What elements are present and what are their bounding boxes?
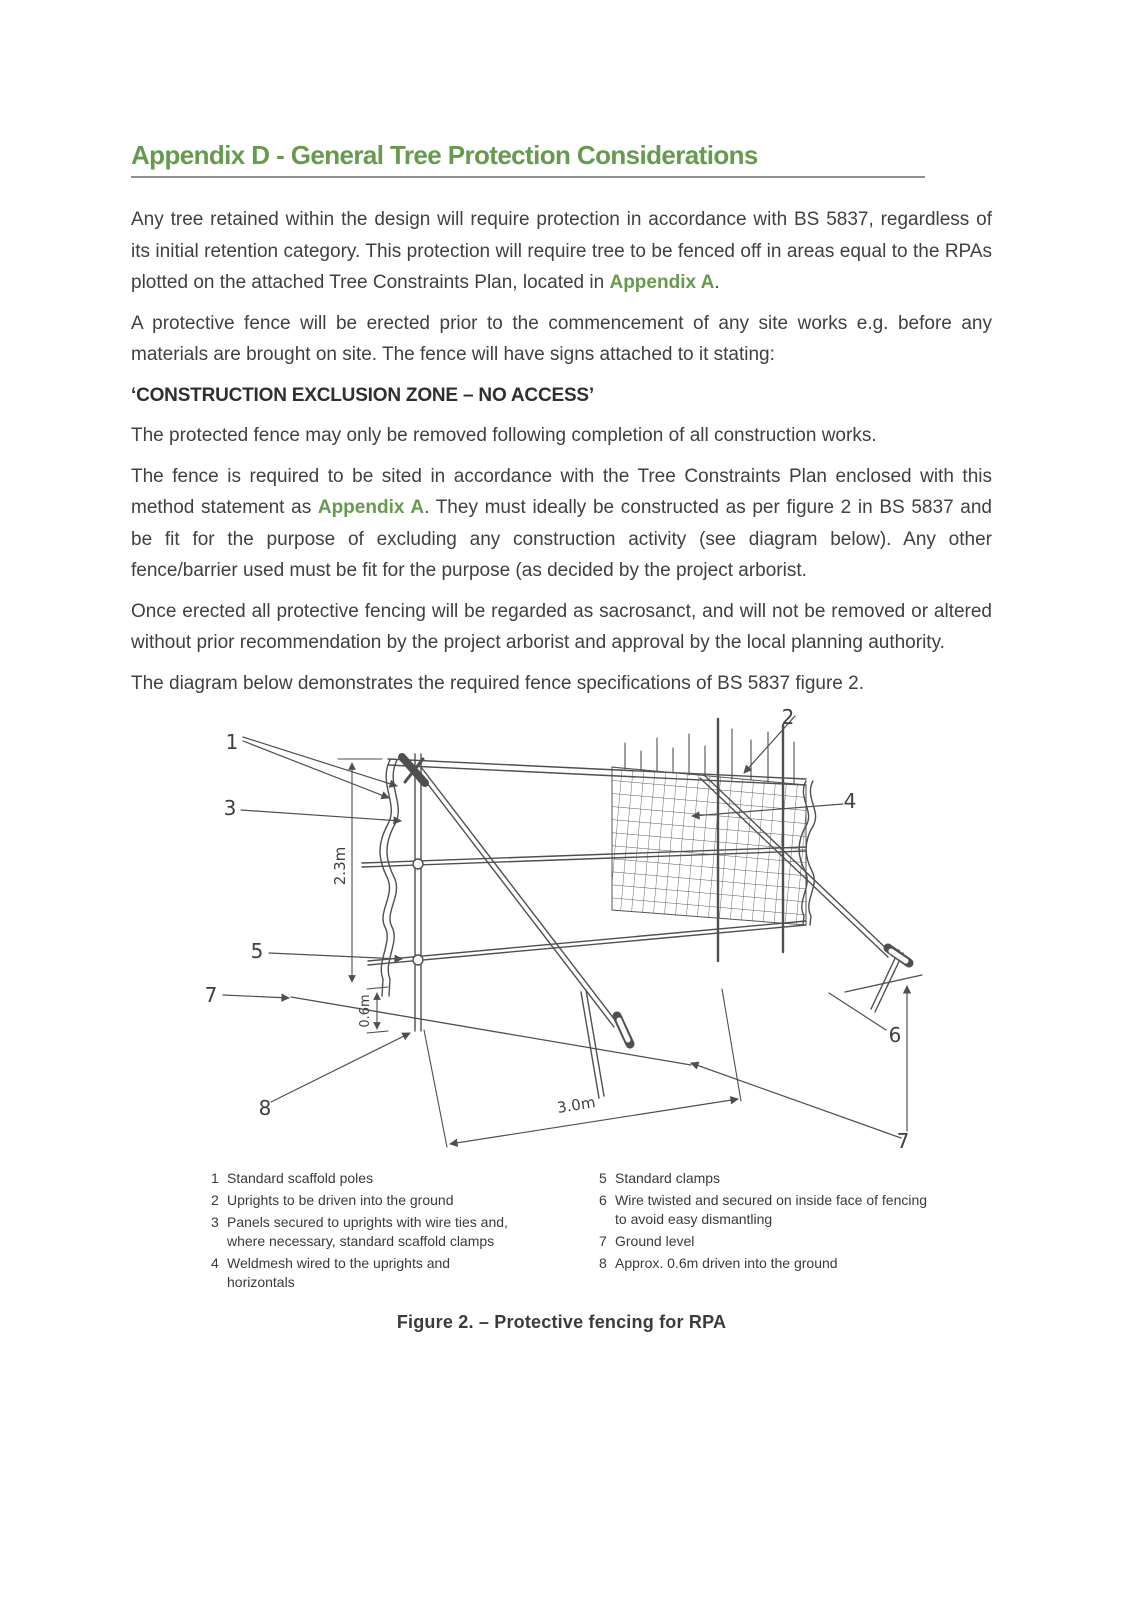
legend-text: Panels secured to uprights with wire ties and, where necessary, standard scaffold clamps [227,1214,508,1249]
legend-text: Weldmesh wired to the uprights and horizontals [227,1255,451,1290]
figure-2 [131,699,992,1333]
callout-labels [205,705,910,1153]
legend-item [599,1191,939,1229]
legend-number: 3 [211,1214,219,1230]
title-rule [131,176,925,178]
legend-text: Wire twisted and secured on inside face of fencing to avoid easy dismantling [615,1192,928,1227]
legend-number: 4 [211,1255,219,1271]
figure-legend [131,1164,992,1295]
dim-extension-line [722,989,741,1101]
legend-number: 6 [599,1192,607,1208]
left-diagonal-brace [417,767,618,1027]
callout-8: 8 [258,1096,272,1120]
paragraph-text: The fence is required to be sited in accordance with the Tree Constraints Plan enclosed with this method statement as [131,465,992,518]
legend-item [211,1169,521,1188]
legend-item [211,1254,521,1292]
legend-number: 8 [599,1255,607,1271]
legend-text: Standard clamps [615,1170,721,1186]
callout-7-right: 7 [896,1129,910,1153]
callout-4: 4 [843,789,857,813]
page-title: Appendix D - General Tree Protection Considerations [131,140,758,170]
legend-text: Ground level [615,1233,695,1249]
length-dimension-label: 3.0m [555,1093,597,1117]
left-upright-pole [415,754,421,1031]
legend-item [599,1232,939,1251]
callout-3: 3 [223,796,237,820]
callout-1: 1 [225,730,239,754]
dimension-labels [331,847,597,1117]
bottom-rail-clamp [413,955,423,965]
legend-number: 1 [211,1170,219,1186]
legend-item [211,1191,521,1210]
paragraph-fence-removal: The protected fence may only be removed following completion of all construction works. [131,425,877,446]
weldmesh-panel [612,767,806,925]
bottom-rail [368,921,806,965]
legend-text: Approx. 0.6m driven into the ground [615,1255,838,1271]
figure-caption: Figure 2. – Protective fencing for RPA [396,1312,727,1332]
legend-column-right [599,1169,939,1295]
ground-line-left [291,997,691,1065]
legend-text: Standard scaffold poles [227,1170,374,1186]
legend-number: 2 [211,1192,219,1208]
callout-5: 5 [250,939,264,963]
legend-column-left [211,1169,521,1295]
paragraph-text: . They must ideally be constructed as per figure 2 in BS 5837 and be fit for the purpose of excluding any construction activity (see diagram below). Any other fence/barrier used must be fit for the purpose (as decided by the project arborist. [131,497,992,581]
paragraph-intro [131,204,992,299]
callout-2: 2 [781,705,795,729]
paragraph-text: . [714,272,720,293]
legend-number: 5 [599,1170,607,1186]
legend-text: Uprights to be driven into the ground [227,1192,454,1208]
panel-break-edge-right [806,781,815,925]
dim-extension-line [424,1030,447,1147]
paragraph-fence-siting [131,461,992,587]
paragraph-text: Any tree retained within the design will require protection in accordance with BS 5837, regardless of its initial retention category. This protection will require tree to be fenced off in areas equal to the RPAs plotted on the attached Tree Constraints Plan, located in [131,209,992,293]
mid-rail-clamp [413,859,423,869]
paragraph-sacrosanct: Once erected all protective fencing will be regarded as sacrosanct, and will not be removed or altered without prior recommendation by the project arborist and approval by the local planning authority. [131,600,992,653]
ground-line-right [845,975,922,992]
protective-fencing-diagram [131,699,992,1164]
paragraph-diagram-lead: The diagram below demonstrates the required fence specifications of BS 5837 figure 2. [131,672,864,694]
construction-exclusion-notice: ‘CONSTRUCTION EXCLUSION ZONE – NO ACCESS’ [131,384,594,406]
legend-item [211,1213,521,1251]
page-content [131,0,992,1333]
callout-7-left: 7 [204,983,218,1007]
legend-item [599,1169,939,1188]
height-dimension-label: 2.3m [331,846,349,886]
legend-item [599,1254,939,1273]
middle-stake [581,990,604,1098]
appendix-a-link[interactable]: Appendix A [317,497,425,518]
fence-drawing [223,716,922,1147]
depth-dimension-label: 0.6m [358,994,373,1028]
appendix-a-link[interactable]: Appendix A [609,272,715,293]
paragraph-fence-erection: A protective fence will be erected prior to the commencement of any site works e.g. before any materials are brought on site. The fence will have signs attached to it stating: [131,312,992,365]
legend-number: 7 [599,1233,607,1249]
callout-6: 6 [888,1023,902,1047]
